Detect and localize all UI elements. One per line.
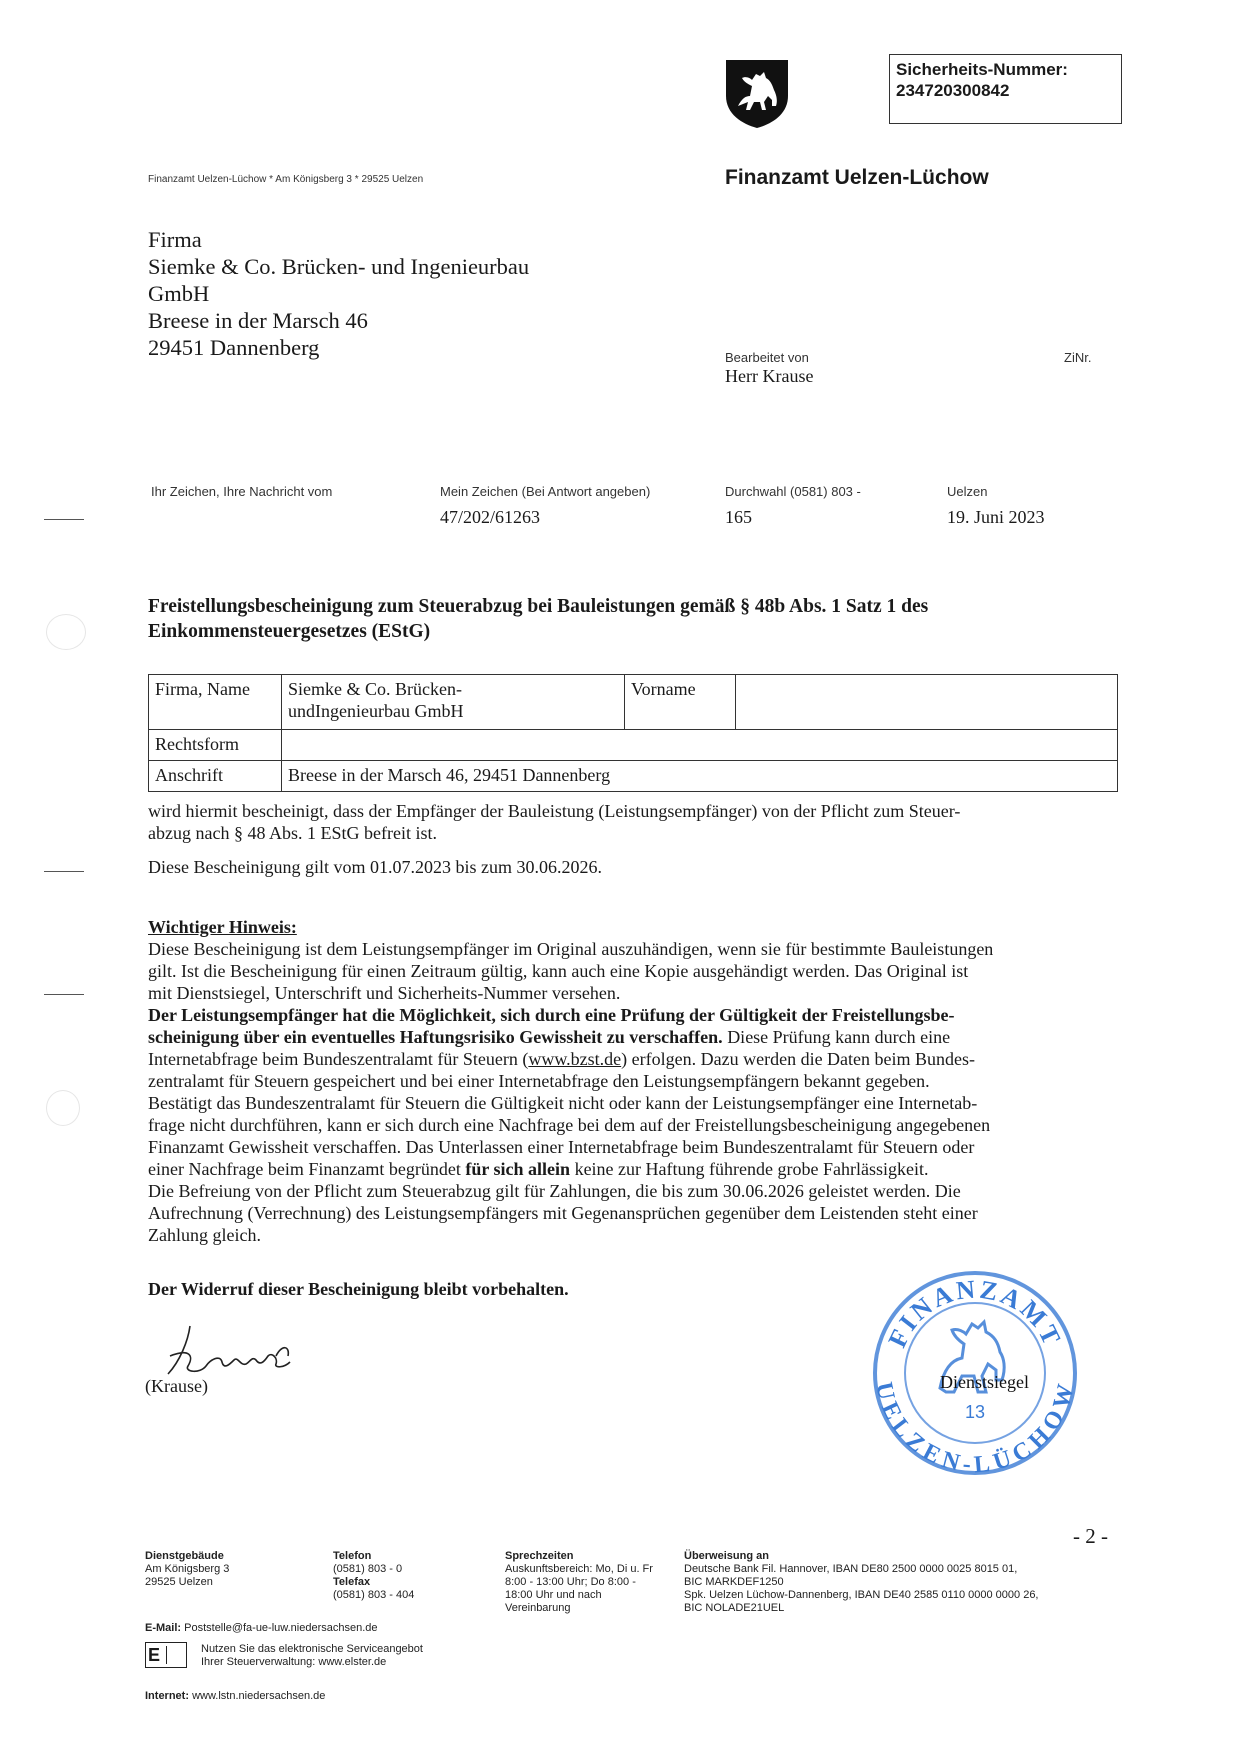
bzst-link[interactable]: www.bzst.de	[528, 1049, 622, 1069]
footer-line: 29525 Uelzen	[145, 1576, 213, 1588]
title-line: Freistellungsbescheinigung zum Steuerabzug bei Bauleistungen gemäß § 48b Abs. 1 Satz 1 des	[148, 596, 929, 617]
footer-line: Spk. Uelzen Lüchow-Dannenberg, IBAN DE40 2585 0110 0000 0000 26,	[684, 1589, 1039, 1601]
first-name-label-cell: Vorname	[625, 675, 736, 730]
validity-statement: Diese Bescheinigung gilt vom 01.07.2023 bis zum 30.06.2026.	[148, 857, 602, 877]
table-row	[149, 675, 1118, 730]
footer-line: Ihrer Steuerverwaltung: www.elster.de	[201, 1656, 387, 1668]
footer-line: (0581) 803 - 0	[333, 1563, 403, 1575]
footer-phone	[333, 1550, 414, 1602]
page-number: - 2 -	[1073, 1524, 1108, 1548]
phone-extension-label: Durchwahl (0581) 803 -	[725, 484, 861, 499]
recipient-line: Siemke & Co. Brücken- und Ingenieurbau	[148, 254, 530, 279]
text-span: einer Nachfrage beim Finanzamt begründet	[148, 1159, 466, 1179]
text-line	[148, 1026, 1118, 1048]
seal-bottom-text: UELZEN-LÜCHOW	[870, 1379, 1080, 1478]
email-label: E-Mail:	[145, 1622, 182, 1634]
punch-hole	[46, 1090, 80, 1126]
fold-mark	[44, 519, 84, 520]
text-line: abzug nach § 48 Abs. 1 EStG befreit ist.	[148, 823, 437, 843]
sender-address-line: Finanzamt Uelzen-Lüchow * Am Königsberg 3 * 29525 Uelzen	[148, 174, 424, 185]
text-line: Die Befreiung von der Pflicht zum Steuerabzug gilt für Zahlungen, die bis zum 30.06.2026 geleistet werden. Die	[148, 1181, 961, 1201]
firm-value-cell	[282, 675, 625, 730]
text-span: ) erfolgen. Dazu werden die Daten beim Bundes-	[621, 1049, 976, 1069]
bold-text: scheinigung über ein eventuelles Haftungsrisiko Gewissheit zu verschaffen.	[148, 1027, 723, 1047]
room-number-label: ZiNr.	[1064, 350, 1092, 365]
recipient-address	[148, 226, 529, 361]
revocation-notice: Der Widerruf dieser Bescheinigung bleibt vorbehalten.	[148, 1279, 569, 1299]
footer-line: (0581) 803 - 404	[333, 1589, 415, 1601]
firm-value-line: undIngenieurbau GmbH	[288, 701, 464, 721]
punch-mark	[44, 994, 84, 995]
text-line: frage nicht durchführen, kann er sich durch eine Nachfrage bei dem auf der Freistellungsbescheinigung angegebenen	[148, 1115, 991, 1135]
address-label-cell: Anschrift	[149, 761, 282, 792]
phone-extension-value: 165	[725, 507, 752, 527]
legal-form-value-cell	[282, 730, 1118, 761]
firm-value-line: Siemke & Co. Brücken-	[288, 679, 462, 699]
footer-internet	[145, 1690, 325, 1703]
footer-heading: Sprechzeiten	[505, 1550, 574, 1562]
seal-top-text: FINANZAMT	[882, 1274, 1068, 1352]
handler-label: Bearbeitet von	[725, 350, 809, 365]
certification-text	[148, 800, 1118, 844]
footer-heading: Telefon	[333, 1550, 372, 1562]
important-notice	[148, 916, 1118, 1246]
footer-heading: Überweisung an	[684, 1550, 769, 1562]
internet-label: Internet:	[145, 1690, 189, 1702]
text-span: Diese Prüfung kann durch eine	[722, 1027, 951, 1047]
table-row	[149, 730, 1118, 761]
text-span: Internetabfrage beim Bundeszentralamt für Steuern (	[148, 1049, 529, 1069]
internet-link[interactable]: www.lstn.niedersachsen.de	[192, 1690, 326, 1702]
elster-logo-icon: E	[145, 1642, 187, 1668]
text-line: Bestätigt das Bundeszentralamt für Steuern die Gültigkeit nicht oder kann der Leistungsempfänger eine Internetab-	[148, 1093, 978, 1113]
legal-form-label-cell: Rechtsform	[149, 730, 282, 761]
text-line: Der Leistungsempfänger hat die Möglichkeit, sich durch eine Prüfung der Gültigkeit der Freistellungsbe-	[148, 1005, 955, 1025]
firm-label-cell: Firma, Name	[149, 675, 282, 730]
recipient-line: Firma	[148, 227, 202, 252]
signatory-name: (Krause)	[145, 1376, 208, 1396]
place-label: Uelzen	[947, 484, 988, 499]
footer-email	[145, 1622, 378, 1635]
footer-heading: Dienstgebäude	[145, 1550, 224, 1562]
text-line: Zahlung gleich.	[148, 1225, 261, 1245]
bold-text: für sich allein	[465, 1159, 571, 1179]
notice-heading: Wichtiger Hinweis:	[148, 917, 297, 937]
footer-line: 8:00 - 13:00 Uhr; Do 8:00 -	[505, 1576, 636, 1588]
text-line: Finanzamt Gewissheit verschaffen. Das Unterlassen einer Internetabfrage beim Bundeszentralamt für Steuern oder	[148, 1137, 975, 1157]
footer-line: Am Königsberg 3	[145, 1563, 230, 1575]
footer-line: Nutzen Sie das elektronische Serviceangebot	[201, 1643, 423, 1655]
lower-saxony-crest-icon	[722, 56, 792, 130]
footer-heading: Telefax	[333, 1576, 371, 1588]
text-line	[148, 1158, 1118, 1180]
recipient-line: Breese in der Marsch 46	[148, 308, 368, 333]
punch-hole	[46, 614, 86, 650]
text-line: gilt. Ist die Bescheinigung für einen Zeitraum gültig, kann auch eine Kopie ausgehändigt werden. Das Original ist	[148, 961, 969, 981]
fold-mark	[44, 871, 84, 872]
footer-bank	[684, 1550, 1039, 1615]
footer-line: Vereinbarung	[505, 1602, 571, 1614]
security-number-value: 234720300842	[896, 81, 1010, 100]
footer-line: Deutsche Bank Fil. Hannover, IBAN DE80 2500 0000 0025 8015 01,	[684, 1563, 1018, 1575]
text-span: keine zur Haftung führende grobe Fahrlässigkeit.	[570, 1159, 929, 1179]
footer-line: 18:00 Uhr und nach	[505, 1589, 602, 1601]
handler-name: Herr Krause	[725, 366, 814, 386]
footer-hours	[505, 1550, 653, 1615]
recipient-line: GmbH	[148, 281, 210, 306]
footer-line: BIC NOLADE21UEL	[684, 1602, 785, 1614]
company-info-table	[148, 674, 1118, 792]
text-line: Diese Bescheinigung ist dem Leistungsempfänger im Original auszuhändigen, wenn sie für bestimmte Bauleistungen	[148, 939, 994, 959]
address-value-cell: Breese in der Marsch 46, 29451 Dannenberg	[282, 761, 1118, 792]
footer-elster	[201, 1643, 423, 1669]
email-link[interactable]: Poststelle@fa-ue-luw.niedersachsen.de	[184, 1622, 378, 1634]
your-reference-label: Ihr Zeichen, Ihre Nachricht vom	[151, 484, 333, 499]
tax-office-name: Finanzamt Uelzen-Lüchow	[725, 166, 989, 189]
letter-date: 19. Juni 2023	[947, 507, 1045, 527]
first-name-value-cell	[736, 675, 1118, 730]
footer-line: Auskunftsbereich: Mo, Di u. Fr	[505, 1563, 653, 1575]
table-row	[149, 761, 1118, 792]
footer-line: BIC MARKDEF1250	[684, 1576, 784, 1588]
my-reference-label: Mein Zeichen (Bei Antwort angeben)	[440, 484, 651, 499]
text-line: mit Dienstsiegel, Unterschrift und Sicherheits-Nummer versehen.	[148, 983, 621, 1003]
seal-label: Dienstsiegel	[940, 1372, 1029, 1392]
text-line: zentralamt für Steuern gespeichert und bei einer Internetabfrage den Leistungsempfängern bekannt gegeben.	[148, 1071, 930, 1091]
recipient-line: 29451 Dannenberg	[148, 335, 320, 360]
document-title	[148, 594, 1108, 644]
footer-building	[145, 1550, 229, 1589]
seal-number: 13	[964, 1402, 986, 1422]
text-line: wird hiermit bescheinigt, dass der Empfänger der Bauleistung (Leistungsempfänger) von der Pflicht zum Steuer-	[148, 801, 961, 821]
security-number-box	[889, 54, 1122, 124]
text-line: Aufrechnung (Verrechnung) des Leistungsempfängers mit Gegenansprüchen gegenüber dem Leistenden steht einer	[148, 1203, 978, 1223]
security-number-label: Sicherheits-Nummer:	[896, 60, 1068, 79]
text-line	[148, 1048, 1118, 1070]
my-reference-value: 47/202/61263	[440, 507, 541, 527]
title-line: Einkommensteuergesetzes (EStG)	[148, 621, 431, 642]
